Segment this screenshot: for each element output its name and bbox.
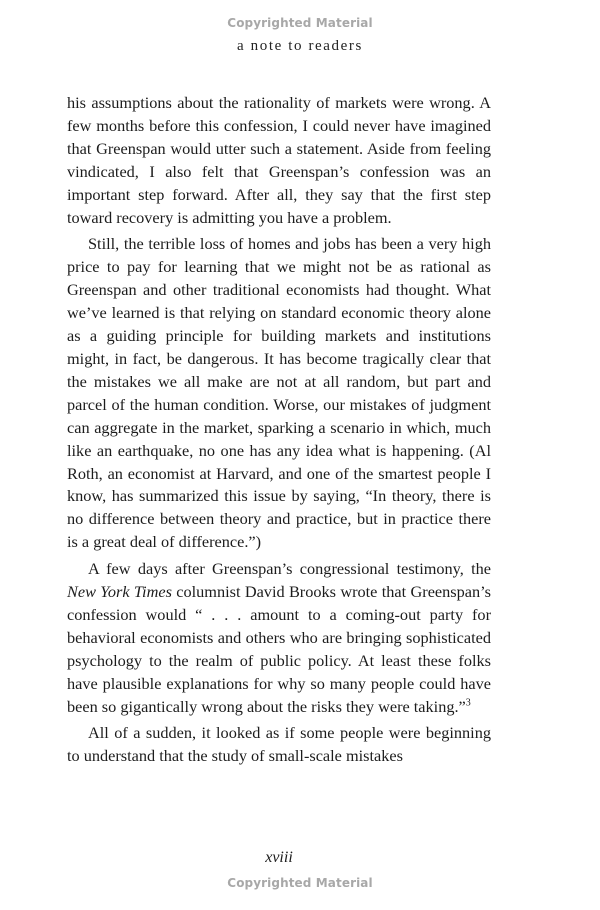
paragraph-3-lead: A few days after Greenspan’s congressional testimony, the bbox=[88, 559, 491, 579]
paragraph-1: his assumptions about the rationality of markets were wrong. A few months before this confession, I could never have imagined that Greenspan would utter such a statement. Aside from feeling vindicated, I also felt that Greenspan’s confession was an important step forward. After all, they say that the first step toward recovery is admitting you have a problem. bbox=[67, 93, 491, 227]
paragraph-2: Still, the terrible loss of homes and jobs has been a very high price to pay for learning that we might not be as rational as Greenspan and other traditional economists had thought. What we’ve learned is that relying on standard economic theory alone as a guiding principle for building markets and institutions might, in fact, be dangerous. It has become tragically clear that the mistakes we all make are not at all random, but part and parcel of the human condition. Worse, our mistakes of judgment can aggregate in the market, sparking a scenario in which, much like an earthquake, no one has any idea what is happening. (Al Roth, an economist at Harvard, and one of the smartest people I know, has summarized this issue by saying, “In theory, there is no difference between theory and practice, but in practice there is a great deal of difference.”) bbox=[67, 234, 491, 552]
endnote-marker[interactable]: 3 bbox=[465, 697, 471, 709]
running-head: a note to readers bbox=[237, 38, 363, 54]
body-text bbox=[67, 92, 491, 768]
newspaper-title: New York Times bbox=[67, 582, 172, 602]
page-number: xviii bbox=[265, 849, 293, 866]
paragraph-3-rest: columnist David Brooks wrote that Greenspan’s confession would “ . . . amount to a coming-out party for behavioral economists and others who are bringing sophisticated psychology to the realm of public policy. At least these folks have plausible explanations for why so many people could have been so gigantically wrong about the risks they were taking.” bbox=[67, 582, 491, 716]
copyright-watermark-top: Copyrighted Material bbox=[227, 16, 373, 30]
paragraph-3 bbox=[67, 558, 491, 718]
paragraph-4: All of a sudden, it looked as if some people were beginning to understand that the study of small-scale mistakes bbox=[67, 723, 491, 766]
copyright-watermark-bottom: Copyrighted Material bbox=[227, 876, 373, 890]
